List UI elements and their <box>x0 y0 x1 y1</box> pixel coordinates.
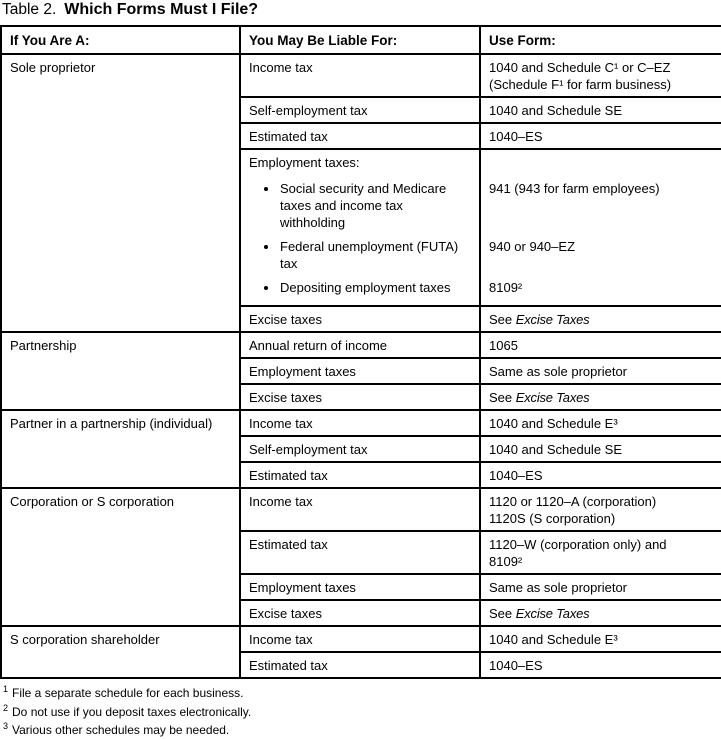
liable-cell: Employment taxes <box>240 574 480 600</box>
see-prefix: See <box>489 312 516 327</box>
form-cell: Same as sole proprietor <box>480 574 721 600</box>
form-cell <box>480 531 721 574</box>
form-line: 940 or 940–EZ <box>489 239 576 254</box>
liable-cell: Self-employment tax <box>240 97 480 123</box>
footnote-text: Various other schedules may be needed. <box>12 723 230 737</box>
liable-cell: Estimated tax <box>240 123 480 149</box>
form-line: 8109² <box>489 554 523 569</box>
form-cell-employment <box>480 149 721 306</box>
footnote-marker: 1 <box>3 684 9 694</box>
form-cell: 1040 and Schedule SE <box>480 97 721 123</box>
table-row <box>1 54 721 97</box>
employment-bullet-list <box>249 180 471 296</box>
footnote-2 <box>3 702 721 719</box>
entity-cell-sole-proprietor: Sole proprietor <box>1 54 240 332</box>
bullet-item: • Federal unemployment (FUTA) tax <box>279 238 471 272</box>
entity-cell-partnership: Partnership <box>1 332 240 410</box>
liable-cell: Estimated tax <box>240 531 480 574</box>
liable-cell: Excise taxes <box>240 384 480 410</box>
liable-cell-employment <box>240 149 480 306</box>
see-prefix: See <box>489 390 516 405</box>
footnote-text: File a separate schedule for each business. <box>12 686 244 700</box>
col-header-use-form: Use Form: <box>480 26 721 54</box>
form-line: 1120–W (corporation only) and <box>489 537 667 552</box>
form-cell <box>480 488 721 531</box>
form-cell <box>480 306 721 332</box>
footnotes <box>3 684 721 737</box>
bullet-item: • Social security and Medicare taxes and income tax withholding <box>279 180 471 231</box>
table-title <box>2 1 721 19</box>
liable-cell: Excise taxes <box>240 600 480 626</box>
cross-reference: Excise Taxes <box>515 606 590 621</box>
footnote-marker: 2 <box>3 702 9 713</box>
form-cell: 1065 <box>480 332 721 358</box>
table-row <box>1 332 721 358</box>
employment-heading: Employment taxes: <box>249 155 360 170</box>
liable-cell: Excise taxes <box>240 306 480 332</box>
footnote-text: Do not use if you deposit taxes electronically. <box>12 704 252 719</box>
form-line: 941 (943 for farm employees) <box>489 181 660 196</box>
form-line: 1040 and Schedule C¹ or C–EZ <box>489 60 671 75</box>
form-line: 8109² <box>489 280 523 295</box>
form-cell: 1040–ES <box>480 123 721 149</box>
col-header-if-you-are: If You Are A: <box>1 26 240 54</box>
form-cell: 1040 and Schedule E³ <box>480 626 721 652</box>
table-row <box>1 626 721 652</box>
form-cell: 1040 and Schedule SE <box>480 436 721 462</box>
header-row <box>1 26 721 54</box>
entity-cell-partner: Partner in a partnership (individual) <box>1 410 240 488</box>
entity-cell-s-corp-shareholder: S corporation shareholder <box>1 626 240 678</box>
liable-cell: Income tax <box>240 410 480 436</box>
footnote-3 <box>3 721 721 737</box>
see-prefix: See <box>489 606 516 621</box>
liable-cell: Estimated tax <box>240 652 480 678</box>
table-heading: Which Forms Must I File? <box>64 1 259 18</box>
liable-cell: Employment taxes <box>240 358 480 384</box>
form-cell: Same as sole proprietor <box>480 358 721 384</box>
form-cell <box>480 384 721 410</box>
form-line: 1120 or 1120–A (corporation) <box>489 494 657 509</box>
cross-reference: Excise Taxes <box>515 312 590 327</box>
footnote-marker: 3 <box>3 721 9 731</box>
forms-table <box>0 25 721 679</box>
table-row <box>1 410 721 436</box>
table-row <box>1 488 721 531</box>
form-line: (Schedule F¹ for farm business) <box>489 77 672 92</box>
form-cell: 1040 and Schedule E³ <box>480 410 721 436</box>
form-cell <box>480 600 721 626</box>
liable-cell: Income tax <box>240 54 480 97</box>
liable-cell: Estimated tax <box>240 462 480 488</box>
footnote-1 <box>3 684 721 700</box>
entity-cell-corporation: Corporation or S corporation <box>1 488 240 626</box>
table-number-label: Table 2. <box>2 1 57 18</box>
form-line: 1120S (S corporation) <box>489 511 616 526</box>
liable-cell: Annual return of income <box>240 332 480 358</box>
liable-cell: Self-employment tax <box>240 436 480 462</box>
form-cell <box>480 54 721 97</box>
form-cell: 1040–ES <box>480 652 721 678</box>
form-cell: 1040–ES <box>480 462 721 488</box>
cross-reference: Excise Taxes <box>515 390 590 405</box>
bullet-item: • Depositing employment taxes <box>279 279 471 296</box>
liable-cell: Income tax <box>240 626 480 652</box>
col-header-liable-for: You May Be Liable For: <box>240 26 480 54</box>
liable-cell: Income tax <box>240 488 480 531</box>
